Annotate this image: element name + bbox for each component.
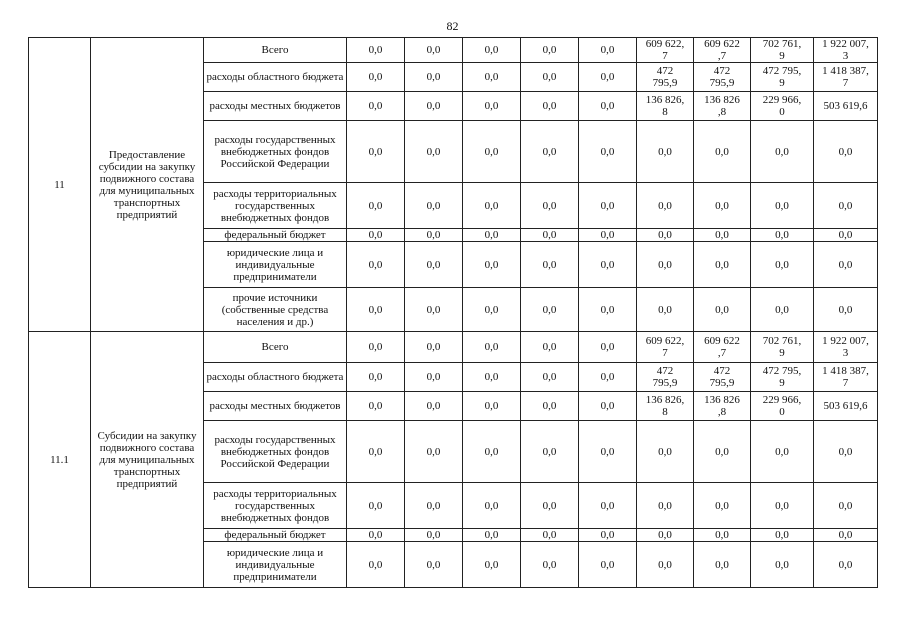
funding-source-label: расходы местных бюджетов: [204, 392, 347, 421]
value-cell: 0,0: [694, 421, 751, 483]
value-cell: 0,0: [463, 483, 521, 529]
value-cell: 1 922 007, 3: [814, 332, 878, 363]
value-cell: 0,0: [814, 183, 878, 229]
value-cell: 0,0: [347, 92, 405, 121]
funding-source-label: Всего: [204, 332, 347, 363]
value-cell: 0,0: [405, 92, 463, 121]
value-cell: 472 795,9: [637, 363, 694, 392]
value-cell: 0,0: [347, 183, 405, 229]
value-cell: 136 826, 8: [637, 92, 694, 121]
value-cell: 0,0: [405, 38, 463, 63]
value-cell: 0,0: [347, 229, 405, 242]
value-cell: 0,0: [694, 121, 751, 183]
value-cell: 0,0: [521, 483, 579, 529]
funding-source-label: юридические лица и индивидуальные предприниматели: [204, 542, 347, 588]
value-cell: 0,0: [521, 421, 579, 483]
value-cell: 0,0: [521, 92, 579, 121]
value-cell: 136 826 ,8: [694, 392, 751, 421]
section-number: 11.1: [29, 332, 91, 588]
value-cell: 0,0: [347, 421, 405, 483]
value-cell: 0,0: [405, 121, 463, 183]
value-cell: 472 795,9: [694, 363, 751, 392]
value-cell: 0,0: [405, 183, 463, 229]
value-cell: 0,0: [463, 421, 521, 483]
value-cell: 0,0: [521, 288, 579, 332]
value-cell: 229 966, 0: [751, 392, 814, 421]
value-cell: 0,0: [347, 242, 405, 288]
value-cell: 0,0: [751, 183, 814, 229]
value-cell: 503 619,6: [814, 392, 878, 421]
value-cell: 0,0: [347, 38, 405, 63]
value-cell: 702 761, 9: [751, 332, 814, 363]
value-cell: 503 619,6: [814, 92, 878, 121]
value-cell: 0,0: [405, 229, 463, 242]
value-cell: 472 795,9: [637, 63, 694, 92]
value-cell: 0,0: [751, 121, 814, 183]
value-cell: 0,0: [521, 38, 579, 63]
value-cell: 0,0: [463, 542, 521, 588]
value-cell: 0,0: [637, 121, 694, 183]
value-cell: 0,0: [579, 542, 637, 588]
value-cell: 702 761, 9: [751, 38, 814, 63]
value-cell: 609 622 ,7: [694, 332, 751, 363]
value-cell: 0,0: [405, 542, 463, 588]
value-cell: 0,0: [637, 183, 694, 229]
value-cell: 0,0: [463, 242, 521, 288]
funding-source-label: федеральный бюджет: [204, 529, 347, 542]
value-cell: 0,0: [579, 183, 637, 229]
value-cell: 0,0: [521, 242, 579, 288]
section-title: Субсидии на закупку подвижного состава для муниципальных транспортных предприятий: [91, 332, 204, 588]
value-cell: 0,0: [579, 229, 637, 242]
value-cell: 0,0: [521, 183, 579, 229]
funding-source-label: юридические лица и индивидуальные предприниматели: [204, 242, 347, 288]
value-cell: 0,0: [521, 229, 579, 242]
value-cell: 0,0: [637, 288, 694, 332]
value-cell: 0,0: [463, 183, 521, 229]
value-cell: 0,0: [579, 332, 637, 363]
value-cell: 0,0: [521, 63, 579, 92]
value-cell: 0,0: [751, 242, 814, 288]
value-cell: 0,0: [347, 542, 405, 588]
value-cell: 0,0: [694, 229, 751, 242]
funding-source-label: расходы областного бюджета: [204, 63, 347, 92]
value-cell: 0,0: [463, 288, 521, 332]
value-cell: 0,0: [463, 363, 521, 392]
value-cell: 0,0: [405, 242, 463, 288]
value-cell: 0,0: [521, 363, 579, 392]
value-cell: 229 966, 0: [751, 92, 814, 121]
value-cell: 0,0: [405, 363, 463, 392]
value-cell: 1 418 387, 7: [814, 63, 878, 92]
value-cell: 0,0: [751, 542, 814, 588]
value-cell: 0,0: [694, 288, 751, 332]
value-cell: 0,0: [637, 483, 694, 529]
funding-source-label: расходы областного бюджета: [204, 363, 347, 392]
value-cell: 0,0: [405, 63, 463, 92]
value-cell: 0,0: [463, 229, 521, 242]
value-cell: 0,0: [579, 288, 637, 332]
value-cell: 472 795,9: [694, 63, 751, 92]
value-cell: 0,0: [579, 121, 637, 183]
value-cell: 0,0: [814, 542, 878, 588]
value-cell: 0,0: [405, 288, 463, 332]
value-cell: 472 795, 9: [751, 363, 814, 392]
value-cell: 0,0: [579, 363, 637, 392]
value-cell: 0,0: [579, 63, 637, 92]
funding-source-label: федеральный бюджет: [204, 229, 347, 242]
value-cell: 0,0: [463, 121, 521, 183]
value-cell: 609 622, 7: [637, 332, 694, 363]
value-cell: 0,0: [347, 483, 405, 529]
value-cell: 0,0: [405, 529, 463, 542]
value-cell: 0,0: [347, 363, 405, 392]
value-cell: 0,0: [347, 392, 405, 421]
value-cell: 0,0: [405, 421, 463, 483]
value-cell: 0,0: [579, 242, 637, 288]
value-cell: 0,0: [814, 229, 878, 242]
value-cell: 136 826, 8: [637, 392, 694, 421]
value-cell: 0,0: [579, 483, 637, 529]
value-cell: 0,0: [637, 529, 694, 542]
value-cell: 0,0: [347, 529, 405, 542]
value-cell: 0,0: [814, 421, 878, 483]
value-cell: 0,0: [751, 229, 814, 242]
value-cell: 0,0: [579, 92, 637, 121]
value-cell: 0,0: [521, 121, 579, 183]
value-cell: 0,0: [347, 332, 405, 363]
value-cell: 0,0: [347, 121, 405, 183]
value-cell: 0,0: [694, 542, 751, 588]
value-cell: 0,0: [814, 121, 878, 183]
value-cell: 0,0: [751, 421, 814, 483]
value-cell: 0,0: [814, 483, 878, 529]
funding-source-label: расходы государственных внебюджетных фондов Российской Федерации: [204, 421, 347, 483]
value-cell: 136 826 ,8: [694, 92, 751, 121]
value-cell: 0,0: [405, 483, 463, 529]
funding-source-label: расходы территориальных государственных внебюджетных фондов: [204, 483, 347, 529]
value-cell: 1 922 007, 3: [814, 38, 878, 63]
section-title: Предоставление субсидии на закупку подвижного состава для муниципальных транспортных предприятий: [91, 38, 204, 332]
value-cell: 0,0: [694, 183, 751, 229]
funding-source-label: расходы территориальных государственных внебюджетных фондов: [204, 183, 347, 229]
value-cell: 609 622 ,7: [694, 38, 751, 63]
value-cell: 0,0: [521, 392, 579, 421]
value-cell: 0,0: [579, 392, 637, 421]
value-cell: 0,0: [463, 63, 521, 92]
value-cell: 0,0: [694, 242, 751, 288]
funding-source-label: расходы местных бюджетов: [204, 92, 347, 121]
section-number: 11: [29, 38, 91, 332]
funding-source-label: прочие источники (собственные средства населения и др.): [204, 288, 347, 332]
value-cell: 0,0: [751, 288, 814, 332]
value-cell: 0,0: [637, 242, 694, 288]
page-number: 82: [446, 19, 459, 33]
value-cell: 0,0: [521, 529, 579, 542]
value-cell: 0,0: [694, 483, 751, 529]
table-row: [29, 332, 878, 363]
funding-source-label: Всего: [204, 38, 347, 63]
value-cell: 0,0: [814, 529, 878, 542]
value-cell: 0,0: [405, 332, 463, 363]
value-cell: 0,0: [814, 288, 878, 332]
value-cell: 0,0: [751, 483, 814, 529]
value-cell: 1 418 387, 7: [814, 363, 878, 392]
value-cell: 0,0: [347, 63, 405, 92]
value-cell: 0,0: [694, 529, 751, 542]
value-cell: 0,0: [463, 332, 521, 363]
value-cell: 0,0: [579, 421, 637, 483]
value-cell: 0,0: [347, 288, 405, 332]
value-cell: 0,0: [521, 332, 579, 363]
funding-source-label: расходы государственных внебюджетных фондов Российской Федерации: [204, 121, 347, 183]
value-cell: 0,0: [637, 542, 694, 588]
value-cell: 0,0: [637, 421, 694, 483]
value-cell: 0,0: [579, 38, 637, 63]
table-row: [29, 38, 878, 63]
budget-table: [28, 37, 878, 588]
value-cell: 0,0: [405, 392, 463, 421]
value-cell: 609 622, 7: [637, 38, 694, 63]
value-cell: 0,0: [751, 529, 814, 542]
value-cell: 0,0: [463, 38, 521, 63]
value-cell: 0,0: [637, 229, 694, 242]
value-cell: 0,0: [463, 529, 521, 542]
value-cell: 0,0: [463, 92, 521, 121]
value-cell: 0,0: [521, 542, 579, 588]
value-cell: 472 795, 9: [751, 63, 814, 92]
value-cell: 0,0: [579, 529, 637, 542]
value-cell: 0,0: [463, 392, 521, 421]
value-cell: 0,0: [814, 242, 878, 288]
